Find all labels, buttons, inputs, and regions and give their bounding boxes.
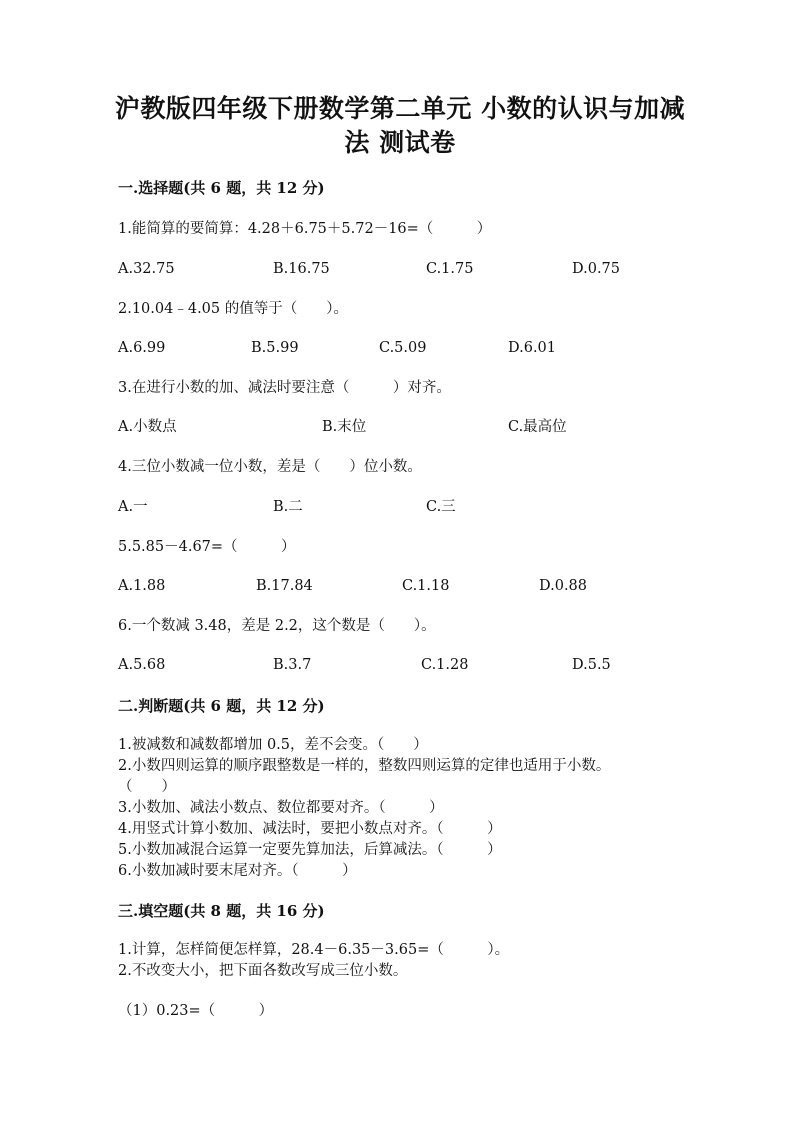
question-text: 4.三位小数减一位小数，差是（ ）位小数。 <box>118 459 422 475</box>
option: C.三 <box>426 499 456 515</box>
option: B.17.84 <box>256 578 313 594</box>
option: C.最高位 <box>508 419 567 435</box>
option: B.16.75 <box>273 261 330 277</box>
question-text: 2.10.04﹣4.05 的值等于（ ）。 <box>118 301 348 317</box>
fill-subitem: （1）0.23=（ ） <box>118 1003 274 1019</box>
option: D.5.5 <box>572 657 611 673</box>
question-text: 5.5.85－4.67=（ ） <box>118 539 296 555</box>
question-text: 1.能简算的要简算：4.28＋6.75＋5.72－16=（ ） <box>118 221 492 237</box>
question-text: 3.在进行小数的加、减法时要注意（ ）对齐。 <box>118 380 451 396</box>
option: C.1.28 <box>421 657 469 673</box>
option: B.末位 <box>322 419 367 435</box>
judge-item-continued: （ ） <box>118 779 176 795</box>
page-title-line-1: 沪教版四年级下册数学第二单元 小数的认识与加减 <box>114 94 686 123</box>
fill-item: 1.计算，怎样简便怎样算，28.4－6.35－3.65=（ ）。 <box>118 942 510 958</box>
section-heading-choice: 一.选择题(共 6 题，共 12 分) <box>118 179 325 197</box>
judge-item: 1.被减数和减数都增加 0.5，差不会变。（ ） <box>118 737 428 753</box>
option-row <box>118 338 678 358</box>
judge-item: 4.用竖式计算小数加、减法时，要把小数点对齐。（ ） <box>118 821 502 837</box>
fill-item: 2.不改变大小，把下面各数改写成三位小数。 <box>118 963 408 979</box>
option-row <box>118 259 678 279</box>
option: A.6.99 <box>118 340 166 356</box>
option: C.1.75 <box>426 261 474 277</box>
option: C.1.18 <box>402 578 450 594</box>
option: B.5.99 <box>251 340 299 356</box>
option: A.1.88 <box>118 578 166 594</box>
option: C.5.09 <box>379 340 427 356</box>
option: A.5.68 <box>118 657 166 673</box>
option-row <box>118 417 678 437</box>
judge-item: 3.小数加、减法小数点、数位都要对齐。（ ） <box>118 800 444 816</box>
question-text: 6.一个数减 3.48，差是 2.2，这个数是（ ）。 <box>118 618 436 634</box>
page-title-line-2: 法 测试卷 <box>344 128 456 157</box>
page-title <box>100 92 700 160</box>
option: A.32.75 <box>118 261 175 277</box>
option-row <box>118 497 678 517</box>
option-row <box>118 655 678 675</box>
section-heading-judge: 二.判断题(共 6 题，共 12 分) <box>118 697 325 715</box>
option: D.0.75 <box>572 261 621 277</box>
option: A.小数点 <box>118 419 177 435</box>
option: D.6.01 <box>508 340 557 356</box>
option: A.一 <box>118 499 148 515</box>
section-heading-fill: 三.填空题(共 8 题，共 16 分) <box>118 902 325 920</box>
option: D.0.88 <box>539 578 588 594</box>
option-row <box>118 576 678 596</box>
option: B.二 <box>273 499 303 515</box>
judge-item: 6.小数加减时要末尾对齐。（ ） <box>118 863 357 879</box>
option: B.3.7 <box>273 657 312 673</box>
judge-item: 2.小数四则运算的顺序跟整数是一样的，整数四则运算的定律也适用于小数。 <box>118 758 611 774</box>
judge-item: 5.小数加减混合运算一定要先算加法，后算减法。（ ） <box>118 842 502 858</box>
